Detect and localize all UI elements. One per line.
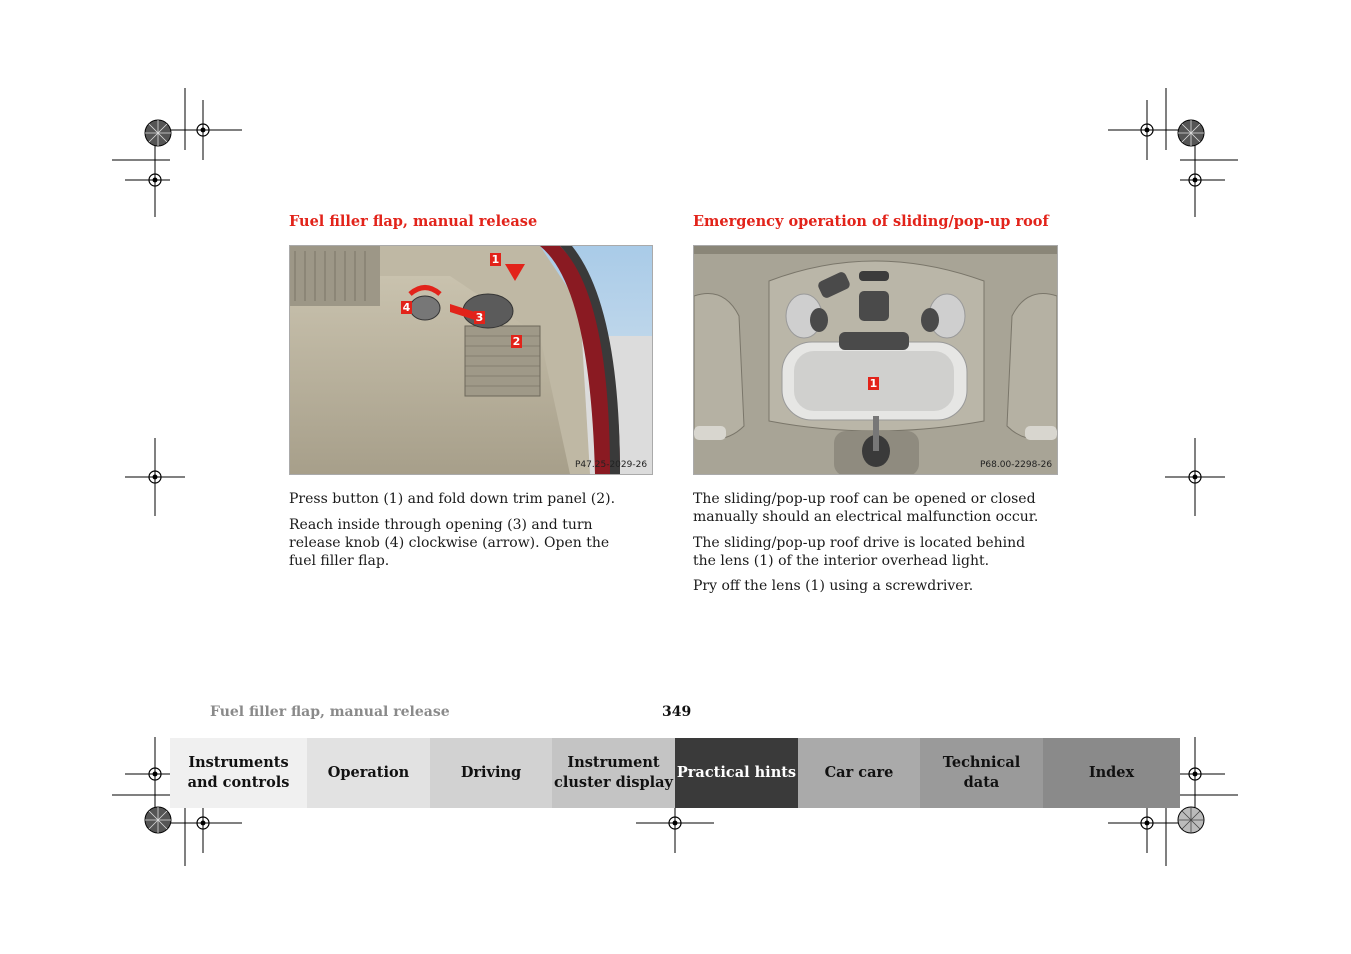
overhead-console-illustration	[693, 245, 1058, 475]
page-number: 349	[662, 704, 692, 720]
trunk-drawing	[290, 246, 652, 474]
left-section-heading: Fuel filler flap, manual release	[289, 213, 538, 230]
right-paragraph-3: Pry off the lens (1) using a screwdriver.	[693, 578, 974, 594]
callout-3: 3	[475, 311, 484, 324]
tab-operation[interactable]: Operation	[307, 738, 430, 808]
tab-instrument-cluster-display[interactable]: Instrument cluster display	[552, 738, 675, 808]
callout-1: 1	[491, 253, 500, 266]
tab-technical-data[interactable]: Technical data	[920, 738, 1043, 808]
tab-car-care[interactable]: Car care	[798, 738, 920, 808]
left-paragraph-2: Reach inside through opening (3) and turn release knob (4) clockwise (arrow). Open the fuel filler flap.	[289, 517, 610, 569]
right-paragraph-1: The sliding/pop-up roof can be opened or closed manually should an electrical malfunction occur.	[693, 491, 1039, 525]
left-paragraph-1: Press button (1) and fold down trim panel (2).	[289, 491, 616, 507]
right-paragraph-2: The sliding/pop-up roof drive is located behind the lens (1) of the interior overhead light.	[693, 535, 1026, 569]
callout-2: 2	[512, 335, 521, 348]
tab-instruments-and-controls[interactable]: Instruments and controls	[170, 738, 307, 808]
callout-4: 4	[402, 301, 411, 314]
tab-practical-hints[interactable]: Practical hints	[675, 738, 798, 808]
callout-1-lens: 1	[869, 377, 878, 390]
figure-code: P47.25-2029-26	[575, 460, 648, 470]
trunk-illustration	[289, 245, 653, 475]
footer-section-title: Fuel filler flap, manual release	[210, 704, 450, 720]
console-drawing	[694, 246, 1057, 474]
right-section-heading: Emergency operation of sliding/pop-up roof	[693, 213, 1049, 230]
tab-index[interactable]: Index	[1043, 738, 1180, 808]
tab-driving[interactable]: Driving	[430, 738, 552, 808]
figure-code: P68.00-2298-26	[980, 460, 1053, 470]
